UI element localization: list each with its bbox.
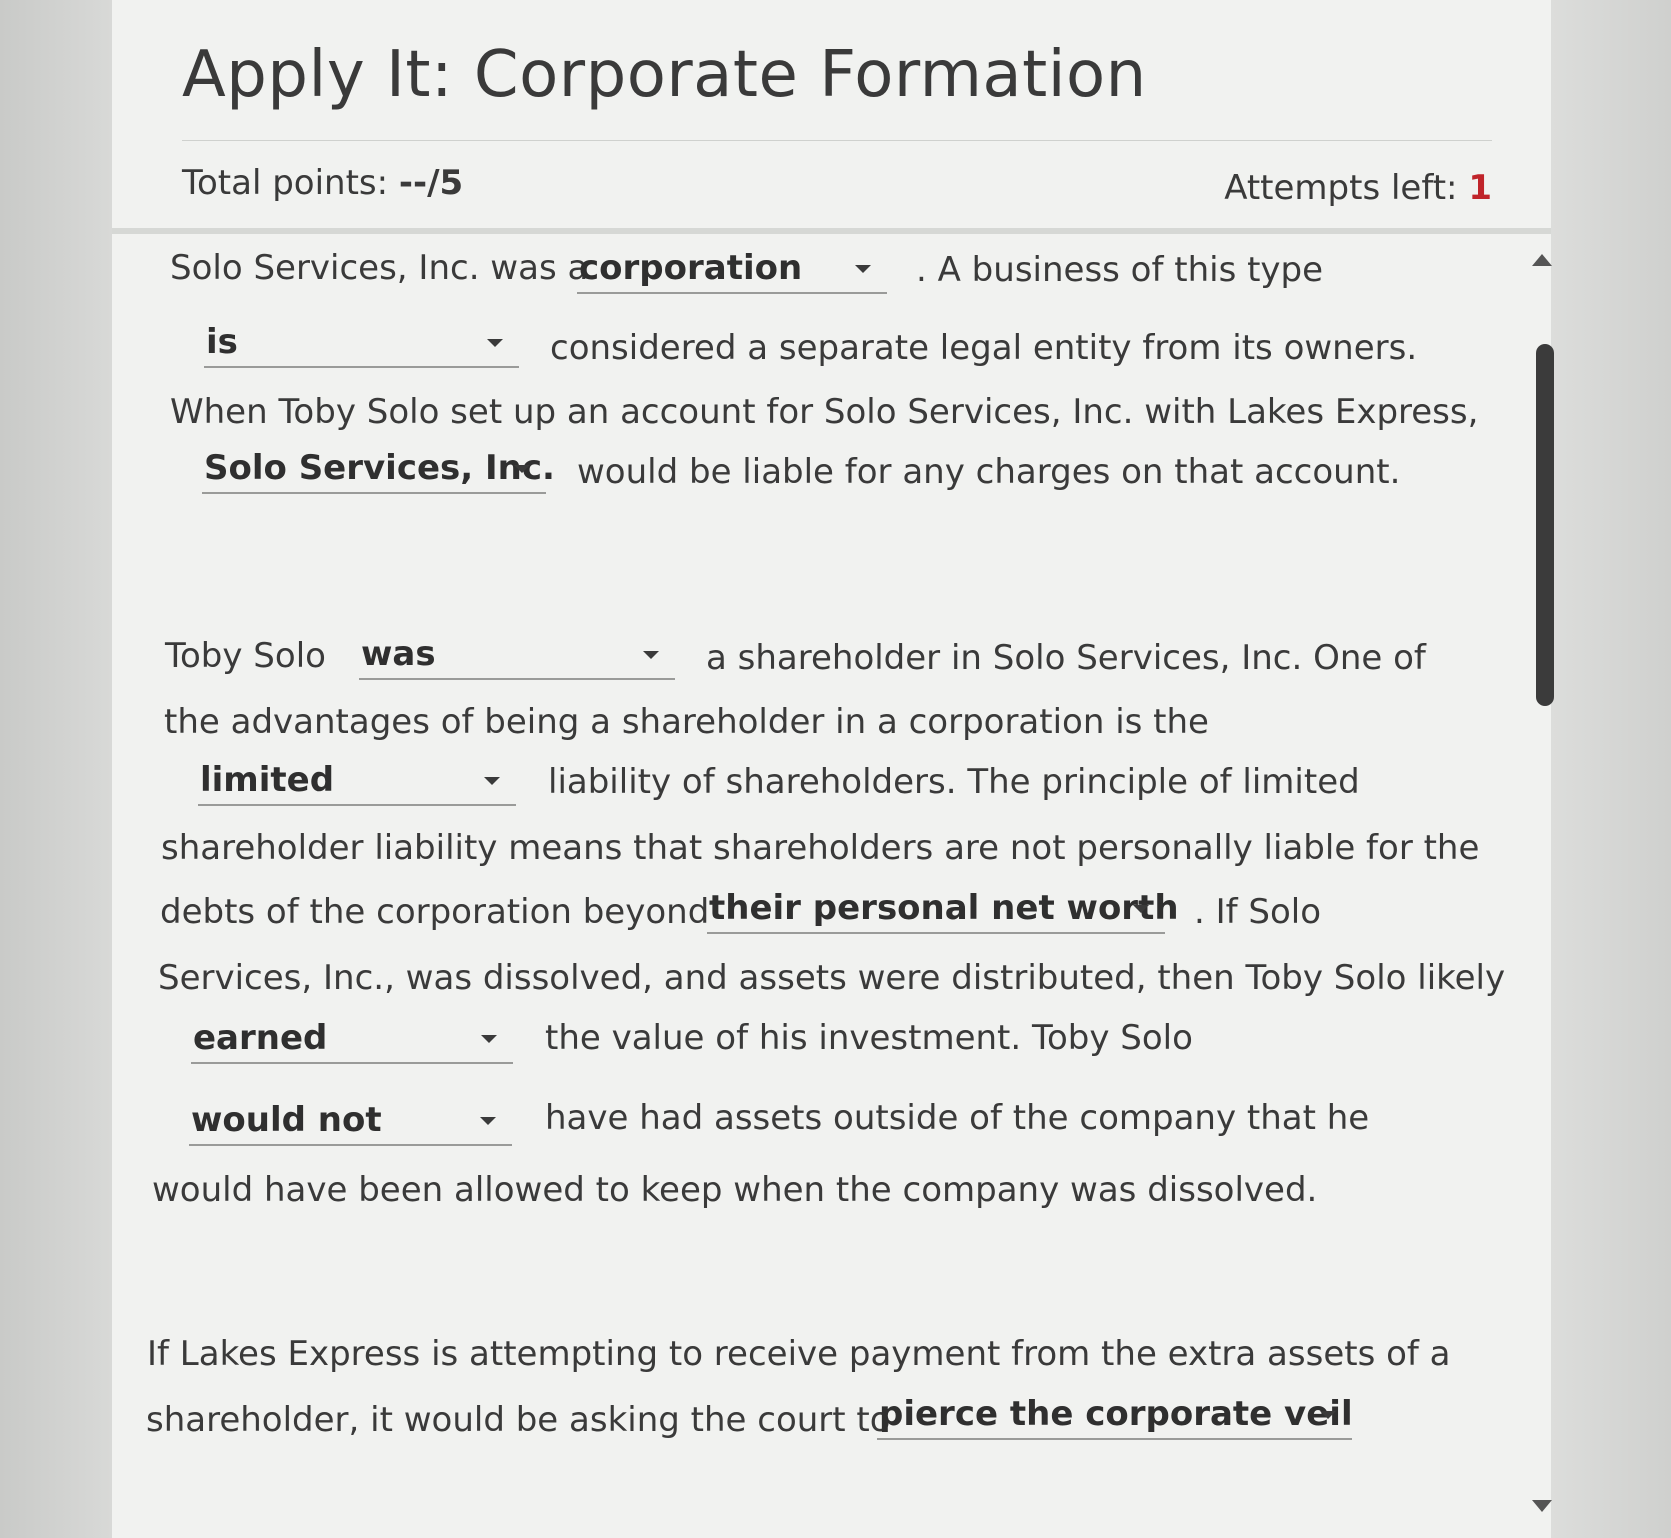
chevron-down-icon — [1133, 905, 1149, 913]
dropdown-value: was — [361, 634, 436, 674]
total-points-value: --/5 — [398, 163, 464, 203]
chevron-down-icon — [643, 651, 659, 659]
question-content — [112, 236, 1551, 1538]
title-divider — [182, 140, 1492, 141]
chevron-down-icon — [514, 465, 530, 473]
chevron-down-icon — [1320, 1411, 1336, 1419]
dropdown-value: Solo Services, Inc. — [204, 448, 555, 488]
q1-text-2: . A business of this type — [916, 250, 1324, 290]
q1-dropdown-liable-party[interactable] — [202, 446, 555, 494]
q2-text-7: . If Solo — [1194, 892, 1322, 932]
scroll-up-arrow-icon[interactable] — [1532, 254, 1552, 266]
dropdown-value: would not — [191, 1100, 382, 1140]
score-bar — [182, 163, 1492, 213]
q2-text-9: the value of his investment. Toby Solo — [545, 1018, 1193, 1058]
assignment-panel — [112, 0, 1551, 1538]
scroll-down-arrow-icon[interactable] — [1532, 1500, 1552, 1512]
dropdown-value: their personal net worth — [709, 888, 1179, 928]
q3-text-1: If Lakes Express is attempting to receive payment from the extra assets of a — [147, 1334, 1451, 1374]
background-right — [1551, 0, 1671, 1538]
attempts-left — [1224, 168, 1492, 208]
total-points — [182, 163, 463, 203]
header-divider — [112, 228, 1551, 234]
q1-dropdown-separate-entity[interactable] — [204, 320, 519, 368]
q2-dropdown-personal-assets[interactable] — [189, 1098, 512, 1146]
q1-text-5: would be liable for any charges on that account. — [577, 452, 1401, 492]
q2-text-2: a shareholder in Solo Services, Inc. One of — [706, 638, 1426, 678]
q2-text-1: Toby Solo — [165, 636, 326, 676]
q2-dropdown-liability-limit[interactable] — [707, 886, 1179, 934]
chevron-down-icon — [480, 1117, 496, 1125]
dropdown-value: corporation — [579, 248, 803, 288]
q1-dropdown-entity-type[interactable] — [577, 246, 887, 294]
scrollbar-thumb[interactable] — [1536, 344, 1554, 706]
q2-dropdown-investment-outcome[interactable] — [191, 1016, 513, 1064]
q2-dropdown-liability-type[interactable] — [198, 758, 516, 806]
q2-text-3: the advantages of being a shareholder in a corporation is the — [164, 702, 1209, 742]
dropdown-value: limited — [200, 760, 335, 800]
q3-text-2: shareholder, it would be asking the court to — [146, 1400, 891, 1440]
q2-text-10: have had assets outside of the company that he — [545, 1098, 1370, 1138]
q3-dropdown-court-action[interactable] — [877, 1392, 1352, 1440]
q1-text-1: Solo Services, Inc. was a — [170, 248, 589, 288]
background-left — [0, 0, 112, 1538]
page-title: Apply It: Corporate Formation — [182, 38, 1147, 112]
q1-text-4: When Toby Solo set up an account for Solo Services, Inc. with Lakes Express, — [170, 392, 1479, 432]
dropdown-value: pierce the corporate veil — [879, 1394, 1353, 1434]
dropdown-value: is — [206, 322, 238, 362]
q2-text-4: liability of shareholders. The principle of limited — [548, 762, 1360, 802]
dropdown-value: earned — [193, 1018, 328, 1058]
attempts-count: 1 — [1468, 168, 1492, 208]
q2-text-11: would have been allowed to keep when the company was dissolved. — [152, 1170, 1318, 1210]
q2-text-8: Services, Inc., was dissolved, and assets were distributed, then Toby Solo likely — [158, 958, 1506, 998]
chevron-down-icon — [484, 777, 500, 785]
q2-dropdown-shareholder[interactable] — [359, 632, 675, 680]
q2-text-5: shareholder liability means that shareholders are not personally liable for the — [161, 828, 1480, 868]
chevron-down-icon — [487, 339, 503, 347]
chevron-down-icon — [855, 265, 871, 273]
attempts-label: Attempts left: — [1224, 168, 1469, 208]
q1-text-3: considered a separate legal entity from its owners. — [550, 328, 1418, 368]
chevron-down-icon — [481, 1035, 497, 1043]
total-points-label: Total points: — [182, 163, 399, 203]
q2-text-6: debts of the corporation beyond — [160, 892, 710, 932]
